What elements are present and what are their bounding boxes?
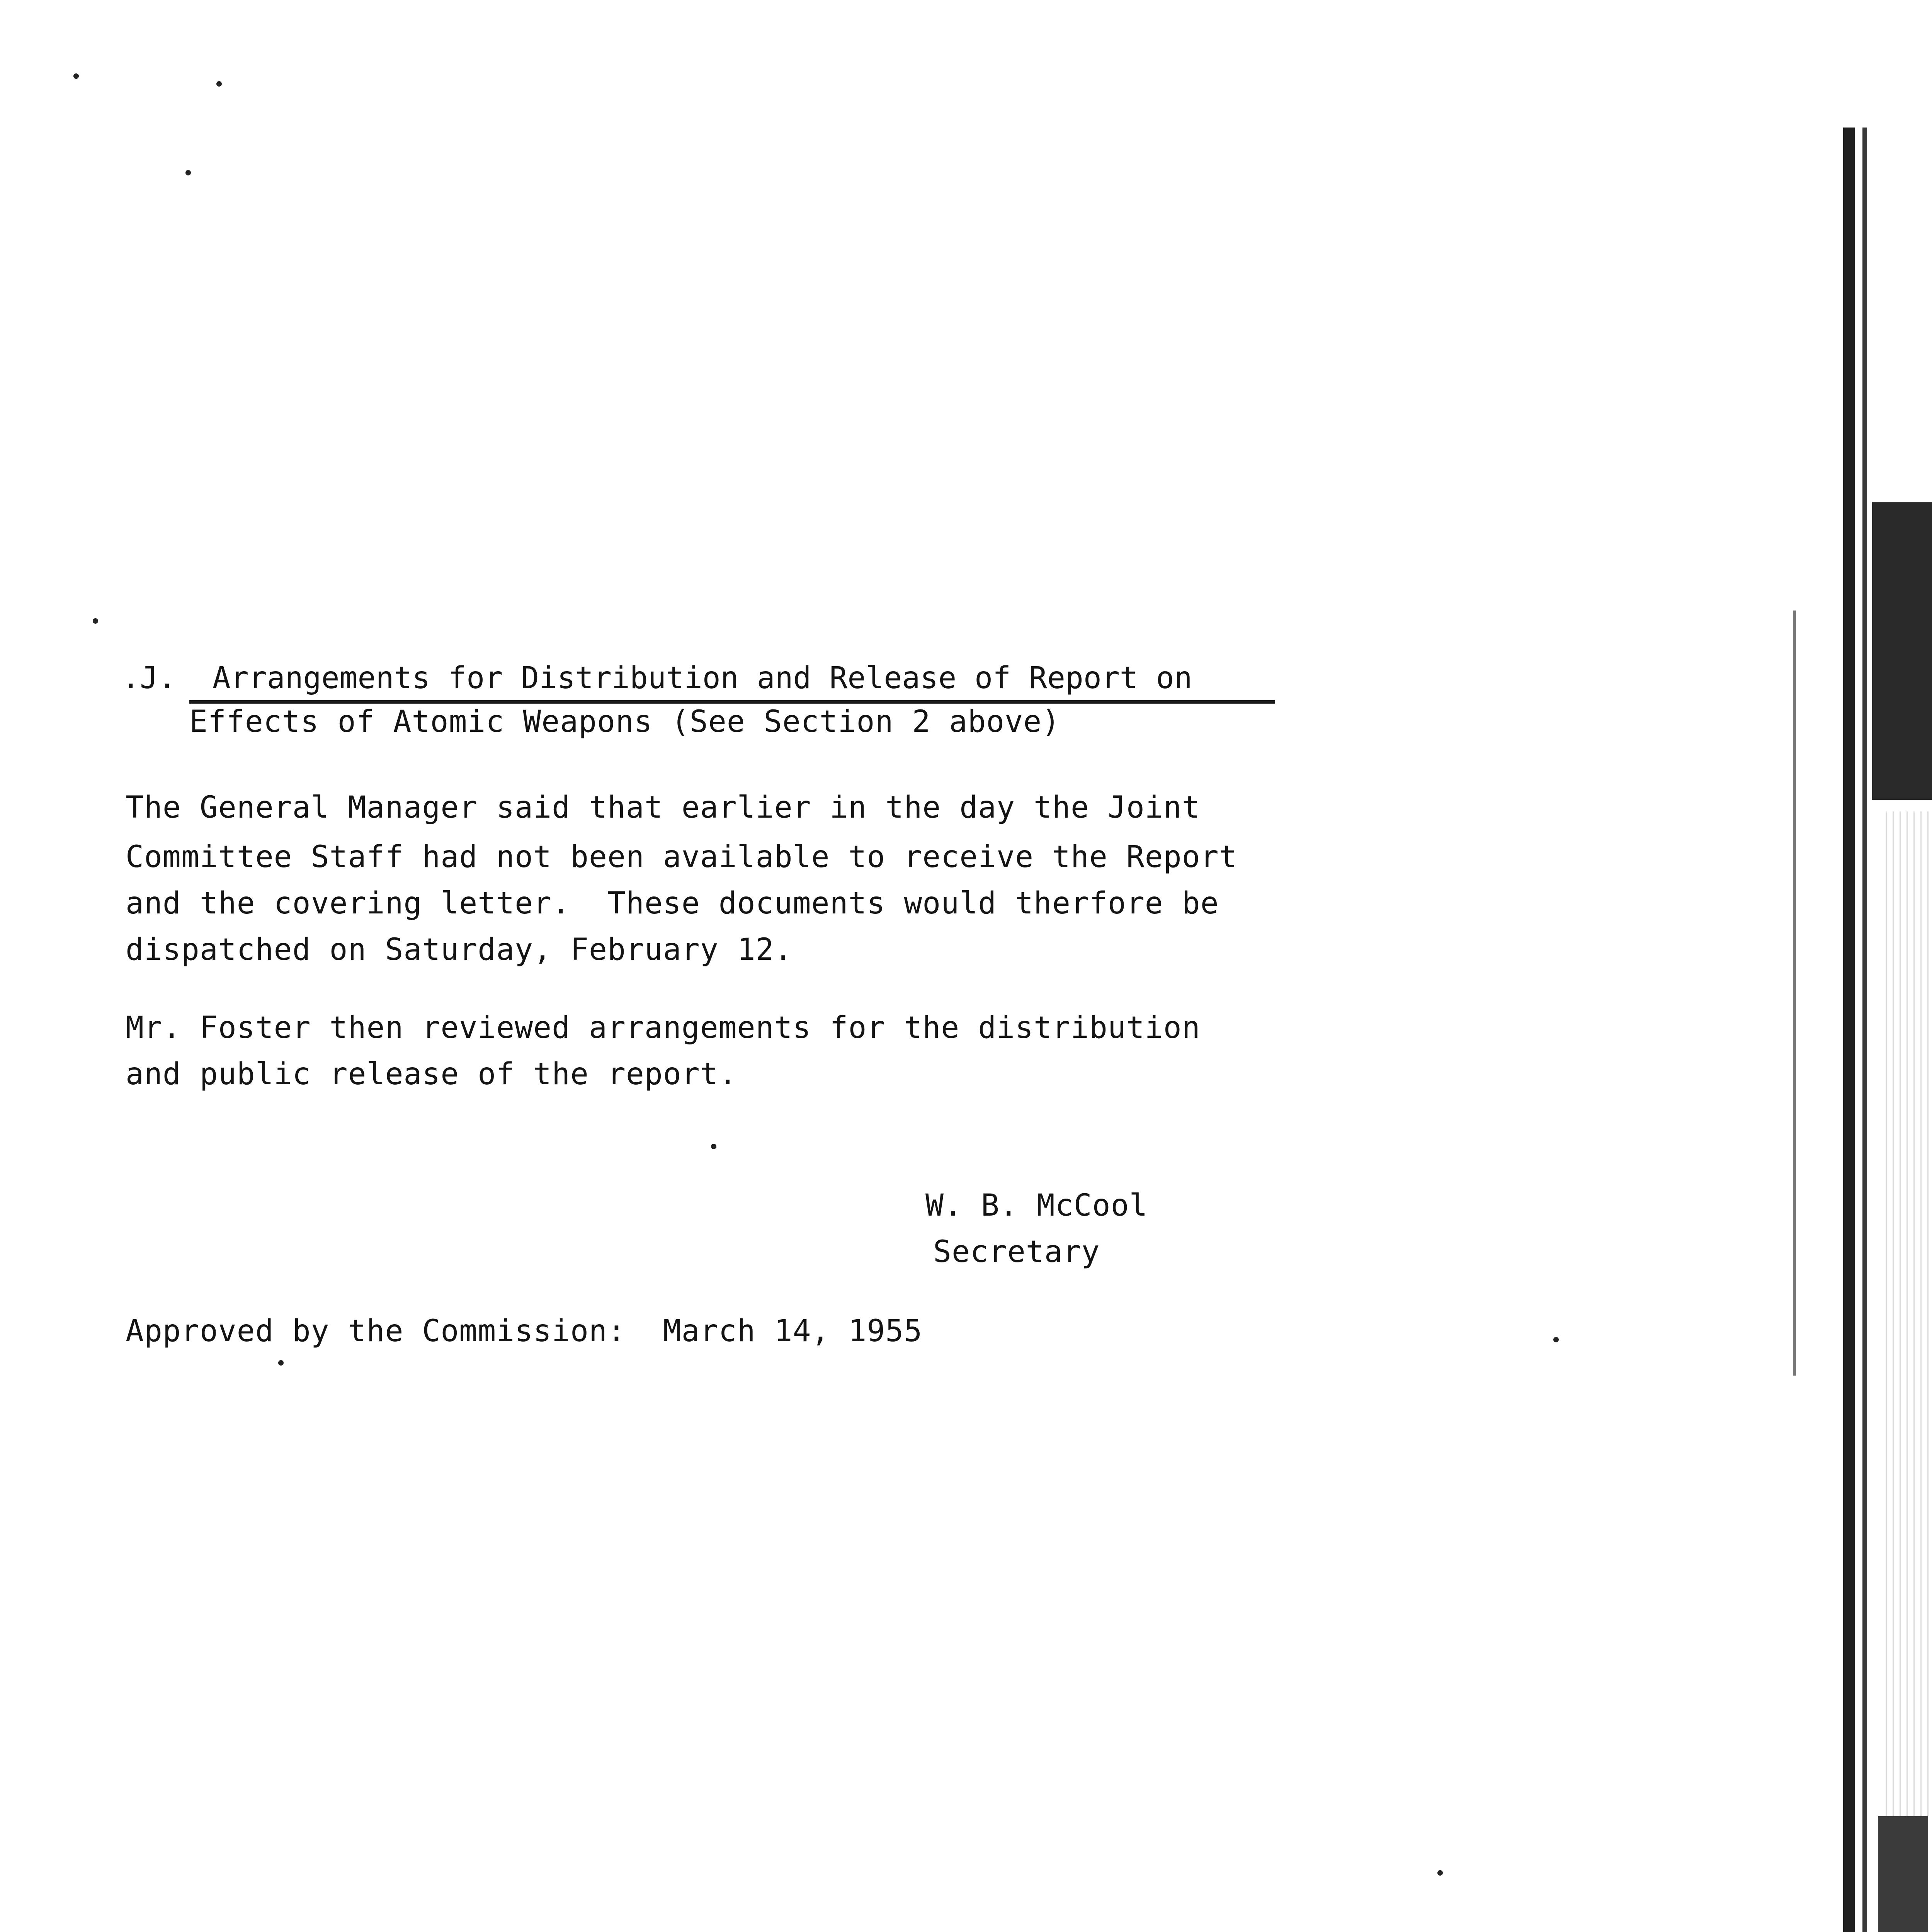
paragraph1-line1: The General Manager said that earlier in the day the Joint	[126, 790, 1201, 825]
paragraph2-line2: and public release of the report.	[126, 1057, 737, 1092]
scan-edge-shadow	[1843, 128, 1855, 1932]
scan-speck	[278, 1360, 284, 1366]
scan-speck	[1437, 1870, 1443, 1876]
approval-date: March 14, 1955	[663, 1314, 923, 1349]
scan-dark-strip-bottom	[1878, 1816, 1928, 1932]
section-heading-line1: .J. Arrangements for Distribution and Release of Report on	[122, 661, 1192, 696]
scan-speck	[93, 618, 98, 624]
approval-line	[126, 1312, 922, 1350]
scan-margin-line	[1793, 611, 1796, 1376]
scan-dark-strip-top	[1872, 502, 1932, 800]
paragraph2-line1: Mr. Foster then reviewed arrangements for the distribution	[126, 1010, 1201, 1045]
section-heading-line2: Effects of Atomic Weapons (See Section 2 above)	[189, 704, 1061, 739]
scan-speck	[73, 73, 79, 79]
approval-label: Approved by the Commission:	[126, 1314, 626, 1349]
paragraph1-line3: and the covering letter. These documents would therfore be	[126, 886, 1219, 921]
signature-title: Secretary	[933, 1235, 1100, 1269]
paragraph1-line2: Committee Staff had not been available to receive the Report	[126, 840, 1238, 874]
scan-edge-shadow-inner	[1862, 128, 1867, 1932]
scan-speck	[216, 81, 222, 87]
paragraph1-line4: dispatched on Saturday, February 12.	[126, 932, 793, 967]
scan-speck	[185, 170, 191, 175]
scan-noise-middle	[1886, 811, 1932, 1816]
scan-speck	[711, 1144, 716, 1149]
signature-name: W. B. McCool	[925, 1188, 1148, 1223]
scan-speck	[1553, 1337, 1559, 1342]
